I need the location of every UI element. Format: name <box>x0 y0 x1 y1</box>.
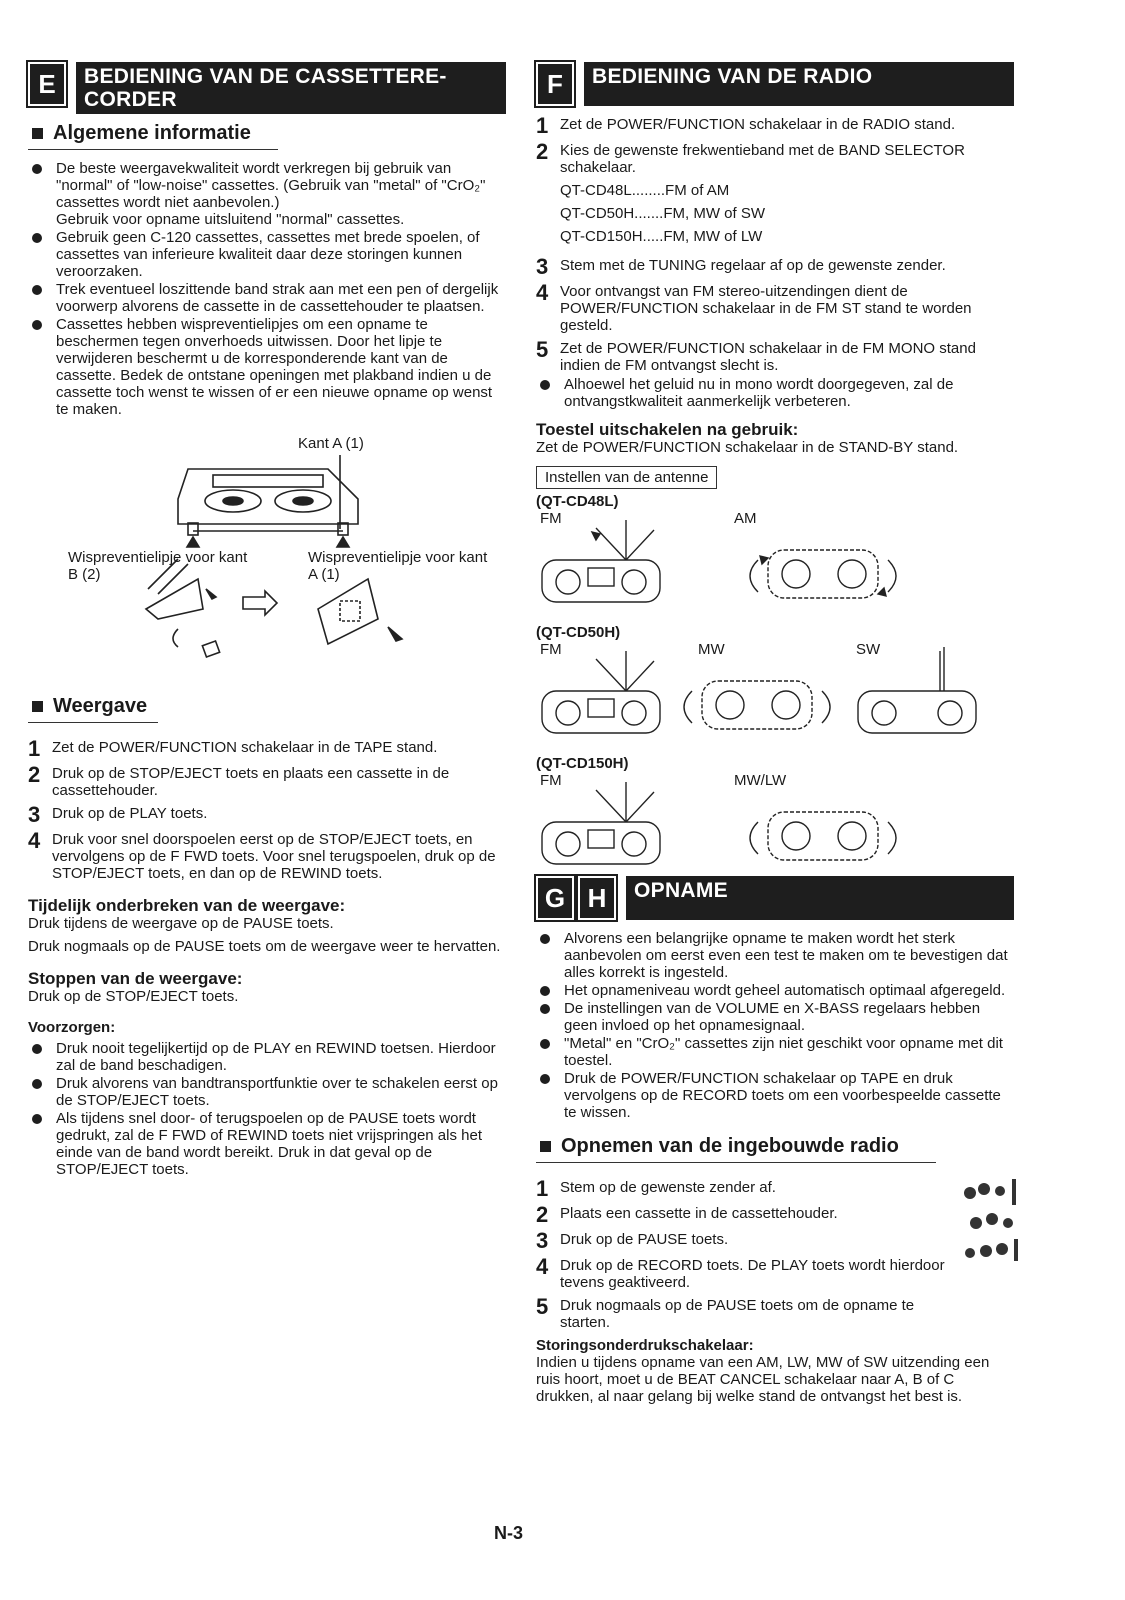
list-item: "Metal" en "CrO₂" cassettes zijn niet geschikt voor opname met dit toestel. <box>536 1035 1014 1069</box>
radio-recording-steps <box>536 1176 956 1331</box>
playback-heading: Weergave <box>28 695 158 723</box>
section-letter-e: E <box>28 62 66 106</box>
beat-cancel-heading: Storingsonderdrukschakelaar: <box>536 1337 754 1354</box>
switch-off-text: Zet de POWER/FUNCTION schakelaar in de STAND-BY stand. <box>536 439 959 456</box>
list-item: 2 Kies de gewenste frekwentieband met de BAND SELECTOR schakelaar. <box>536 139 965 176</box>
list-item: 2 Plaats een cassette in de cassettehouder. <box>536 1202 838 1227</box>
antenna-model: (QT-CD50H) <box>536 624 621 641</box>
list-item: 4 Druk voor snel doorspoelen eerst op de STOP/EJECT toets, en vervolgens op de F FWD toets. Voor snel terugspoelen, druk op de STOP/EJECT toets, en dan op de REWIND toets. <box>28 828 496 882</box>
pause-text-1: Druk tijdens de weergave op de PAUSE toets. <box>28 915 334 932</box>
right-column <box>536 62 1014 1411</box>
radio-steps-cont <box>536 254 1014 374</box>
model-band-line: QT-CD48L........FM of AM <box>560 182 730 199</box>
switch-off-heading: Toestel uitschakelen na gebruik: <box>536 420 799 439</box>
mono-note <box>536 376 1014 410</box>
section-e-header <box>28 62 506 114</box>
list-item: 4 Druk op de RECORD toets. De PLAY toets wordt hierdoor tevens geaktiveerd. <box>536 1254 945 1291</box>
section-gh-header <box>536 876 1014 920</box>
list-item: Het opnameniveau wordt geheel automatisch optimaal afgeregeld. <box>536 982 1014 999</box>
section-f-title: BEDIENING VAN DE RADIO <box>584 62 1014 106</box>
list-item: 4 Voor ontvangst van FM stereo-uitzendingen dient de POWER/FUNCTION schakelaar in de FM ST stand te worden gesteld. <box>536 280 972 334</box>
section-letter-h: H <box>578 876 616 920</box>
band-label: MW/LW <box>734 772 787 789</box>
list-item: 1 Zet de POWER/FUNCTION schakelaar in de TAPE stand. <box>28 736 438 761</box>
list-item: Druk de POWER/FUNCTION schakelaar op TAPE en druk vervolgens op de RECORD toets om een voorbespeelde cassette te wissen. <box>536 1070 1014 1121</box>
list-item: Gebruik geen C-120 cassettes, cassettes met brede spoelen, of cassettes van inferieure kwaliteit daar deze storingen kunnen veroorzaken. <box>28 229 506 280</box>
band-label: FM <box>540 772 562 789</box>
antenna-row-qt-cd50h <box>536 641 1014 751</box>
section-letter-g: G <box>536 876 574 920</box>
square-bullet-icon <box>32 701 43 712</box>
list-item: 2 Druk op de STOP/EJECT toets en plaats een cassette in de cassettehouder. <box>28 762 450 799</box>
pause-text-2: Druk nogmaals op de PAUSE toets om de weergave weer te hervatten. <box>28 938 501 955</box>
list-item: 5 Druk nogmaals op de PAUSE toets om de opname te starten. <box>536 1294 915 1331</box>
list-item: De beste weergavekwaliteit wordt verkregen bij gebruik van "normal" of "low-noise" cassettes. (Gebruik van "metal" of "CrO₂" cassettes wordt niet aanbevolen.) Gebruik voor opname uitsluitend "normal" cassettes. <box>28 160 506 228</box>
radio-antenna-illustration <box>536 772 1014 872</box>
antenna-row-qt-cd150h <box>536 772 1014 872</box>
model-band-line: QT-CD50H.......FM, MW of SW <box>560 205 766 222</box>
radio-recording-heading: Opnemen van de ingebouwde radio <box>536 1135 936 1163</box>
list-item: 1 Stem op de gewenste zender af. <box>536 1176 776 1201</box>
list-item: De instellingen van de VOLUME en X-BASS regelaars hebben geen invloed op het opnamesignaal. <box>536 1000 1014 1034</box>
antenna-model: (QT-CD48L) <box>536 493 619 510</box>
section-e-title: BEDIENING VAN DE CASSETTERE-CORDER <box>76 62 506 114</box>
radio-antenna-illustration <box>536 641 1014 751</box>
list-item: 1 Zet de POWER/FUNCTION schakelaar in de RADIO stand. <box>536 113 956 138</box>
left-column <box>28 62 506 1179</box>
section-gh-title: OPNAME <box>626 876 1014 920</box>
antenna-model: (QT-CD150H) <box>536 755 629 772</box>
tab-a-label: Wispreventielipje voor kant A (1) <box>308 549 488 583</box>
list-item: Alhoewel het geluid nu in mono wordt doorgegeven, zal de ontvangstkwaliteit aanmerkelijk verbeteren. <box>536 376 1014 410</box>
list-item: Als tijdens snel door- of terugspoelen op de PAUSE toets wordt gedrukt, zal de F FWD of REWIND toets niet vrijspringen als het einde van de band wordt bereikt. Druk in dat geval op de STOP/EJECT toets. <box>28 1110 506 1178</box>
precautions-heading: Voorzorgen: <box>28 1019 116 1036</box>
playback-steps <box>28 736 506 882</box>
list-item: 3 Stem met de TUNING regelaar af op de gewenste zender. <box>536 254 946 279</box>
general-info-list <box>28 160 506 418</box>
cassette-figure <box>28 419 506 695</box>
radio-steps <box>536 113 1014 176</box>
general-info-heading: Algemene informatie <box>28 122 278 150</box>
model-band-line: QT-CD150H.....FM, MW of LW <box>560 228 763 245</box>
list-item: Cassettes hebben wispreventielipjes om een opname te beschermen tegen onverhoeds uitwissen. Door het lipje te verwijderen beschermt u de korresponderende kant van de cassette. Bedek de ontstane openingen met plakband indien u de cassette toch wenst te wissen of er een nieuwe opname op wenst te maken. <box>28 316 506 418</box>
stop-heading: Stoppen van de weergave: <box>28 969 243 988</box>
band-label: FM <box>540 641 562 658</box>
precautions-list <box>28 1040 506 1178</box>
stop-text: Druk op de STOP/EJECT toets. <box>28 988 239 1005</box>
side-a-label: Kant A (1) <box>298 435 364 452</box>
square-bullet-icon <box>32 128 43 139</box>
section-letter-f: F <box>536 62 574 106</box>
list-item: Druk nooit tegelijkertijd op de PLAY en REWIND toetsen. Hierdoor zal de band beschadigen. <box>28 1040 506 1074</box>
tab-b-label: Wispreventielipje voor kant B (2) <box>68 549 248 583</box>
radio-antenna-illustration <box>536 510 1014 620</box>
list-item: Trek eventueel loszittende band strak aan met een pen of dergelijk voorwerp alvorens de cassette in de cassettehouder te plaatsen. <box>28 281 506 315</box>
list-item: 5 Zet de POWER/FUNCTION schakelaar in de FM MONO stand indien de FM ontvangst slecht is. <box>536 337 976 374</box>
list-item: Druk alvorens van bandtransportfunktie over te schakelen eerst op de STOP/EJECT toets. <box>28 1075 506 1109</box>
antenna-row-qt-cd48l <box>536 510 1014 620</box>
section-f-header <box>536 62 1014 106</box>
list-item: 3 Druk op de PAUSE toets. <box>536 1228 729 1253</box>
recording-notes <box>536 930 1014 1121</box>
antenna-label: Instellen van de antenne <box>536 466 717 489</box>
pause-heading: Tijdelijk onderbreken van de weergave: <box>28 896 346 915</box>
band-label: MW <box>698 641 725 658</box>
band-label: SW <box>856 641 881 658</box>
radio-recording-block <box>536 1176 1014 1331</box>
square-bullet-icon <box>540 1141 551 1152</box>
page-number: N-3 <box>494 1523 524 1543</box>
list-item: Alvorens een belangrijke opname te maken wordt het sterk aanbevolen om eerst even een test te maken om te bevestigen dat alles korrekt is ingesteld. <box>536 930 1014 981</box>
list-item: 3 Druk op de PLAY toets. <box>28 802 208 827</box>
signal-dots-illustration <box>956 1179 1026 1269</box>
beat-cancel-text: Indien u tijdens opname van een AM, LW, MW of SW uitzending een ruis hoort, moet u de BEAT CANCEL schakelaar naar A, B of C drukken, al naar gelang bij welke stand de ontvangst het best is. <box>536 1354 990 1405</box>
band-label: FM <box>540 510 562 527</box>
band-label: AM <box>734 510 757 527</box>
